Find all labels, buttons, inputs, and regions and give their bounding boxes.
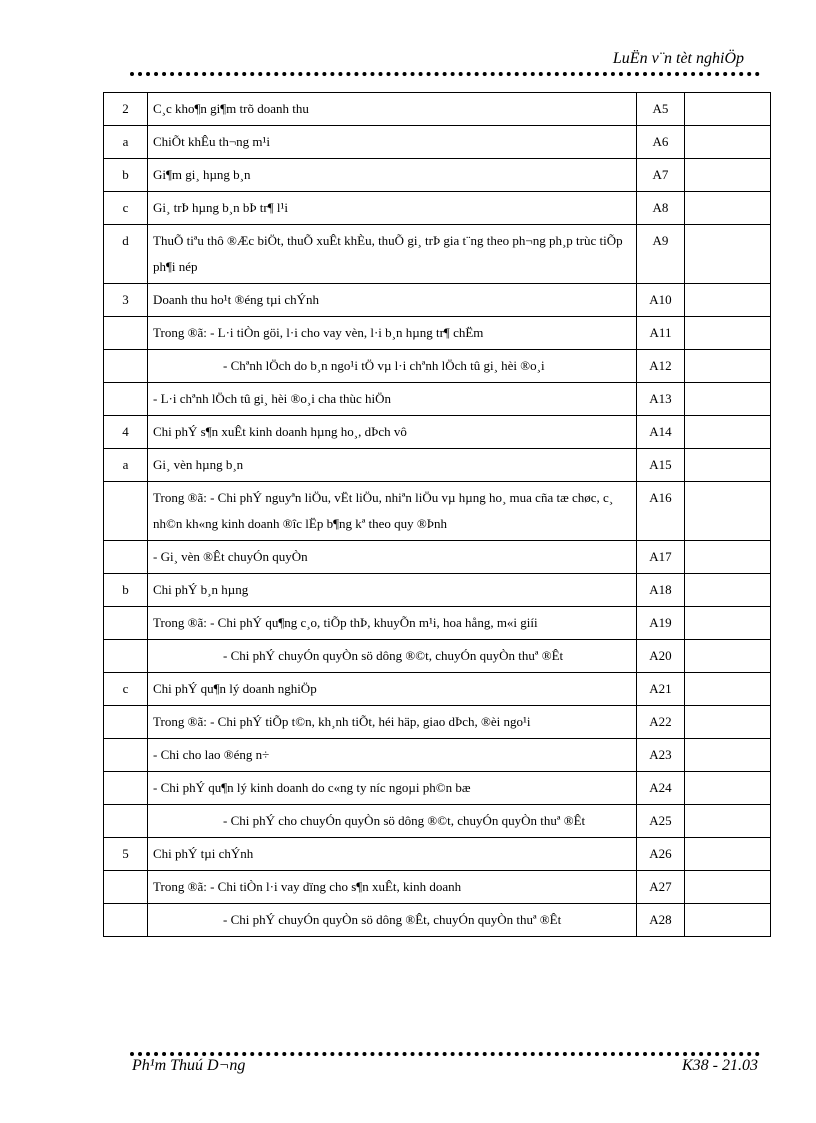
page-header-title: LuËn v¨n tèt nghiÖp: [612, 50, 744, 67]
row-text: - Chªnh lÖch do b¸n ngo¹i tÖ vµ l·i chªnh lÖch tû gi¸ hèi ®o¸i: [148, 350, 637, 383]
row-number: [104, 871, 148, 904]
row-text: - L·i chªnh lÖch tû gi¸ hèi ®o¸i cha thùc hiÖn: [148, 383, 637, 416]
row-text: - Chi phÝ qu¶n lý kinh doanh do c«ng ty níc ngoµi ph©n bæ: [148, 772, 637, 805]
table-row: [104, 871, 771, 904]
row-number: [104, 706, 148, 739]
row-code: A19: [637, 607, 685, 640]
row-value: [685, 192, 771, 225]
row-text: - Chi cho lao ®éng n÷: [148, 739, 637, 772]
row-text: Chi phÝ s¶n xuÊt kinh doanh hµng ho¸, dÞch vô: [148, 416, 637, 449]
row-code: A7: [637, 159, 685, 192]
row-number: [104, 383, 148, 416]
row-text: Trong ®ã: - Chi tiÒn l·i vay dïng cho s¶n xuÊt, kinh doanh: [148, 871, 637, 904]
row-value: [685, 449, 771, 482]
row-number: 2: [104, 93, 148, 126]
row-value: [685, 482, 771, 541]
row-number: a: [104, 126, 148, 159]
row-text: Gi¸ trÞ hµng b¸n bÞ tr¶ l¹i: [148, 192, 637, 225]
row-number: [104, 805, 148, 838]
row-number: d: [104, 225, 148, 284]
table-row: [104, 284, 771, 317]
report-table: [103, 92, 771, 937]
row-value: [685, 607, 771, 640]
row-text: Chi phÝ b¸n hµng: [148, 574, 637, 607]
row-code: A6: [637, 126, 685, 159]
row-code: A25: [637, 805, 685, 838]
row-code: A12: [637, 350, 685, 383]
row-text: - Chi phÝ cho chuyÓn quyÒn sö dông ®©t, chuyÓn quyÒn thuª ®Êt: [148, 805, 637, 838]
row-value: [685, 383, 771, 416]
row-number: c: [104, 192, 148, 225]
row-code: A15: [637, 449, 685, 482]
row-value: [685, 739, 771, 772]
row-text: ThuÕ tiªu thô ®Æc biÖt, thuÕ xuÊt khÈu, thuÕ gi¸ trÞ gia t¨ng theo ph¬ng ph¸p trùc tiÕp ph¶i nép: [148, 225, 637, 284]
row-code: A28: [637, 904, 685, 937]
table-row: [104, 541, 771, 574]
table-row: [104, 838, 771, 871]
table-row: [104, 416, 771, 449]
row-text: Trong ®ã: - Chi phÝ qu¶ng c¸o, tiÕp thÞ, khuyÕn m¹i, hoa hång, m«i giíi: [148, 607, 637, 640]
table-row: [104, 772, 771, 805]
table-row: [104, 805, 771, 838]
row-code: A9: [637, 225, 685, 284]
row-number: 4: [104, 416, 148, 449]
row-value: [685, 871, 771, 904]
footer-dotted-rule: [130, 1052, 760, 1056]
row-text: C¸c kho¶n gi¶m trõ doanh thu: [148, 93, 637, 126]
row-number: [104, 607, 148, 640]
row-value: [685, 416, 771, 449]
row-text: ChiÕt khÊu th¬ng m¹i: [148, 126, 637, 159]
row-code: A14: [637, 416, 685, 449]
row-code: A24: [637, 772, 685, 805]
row-value: [685, 284, 771, 317]
row-code: A23: [637, 739, 685, 772]
table-row: [104, 317, 771, 350]
table-row: [104, 225, 771, 284]
footer-author: Ph¹m Thuú D¬ng: [132, 1057, 246, 1074]
row-number: [104, 541, 148, 574]
row-number: b: [104, 159, 148, 192]
row-number: [104, 772, 148, 805]
row-code: A10: [637, 284, 685, 317]
row-number: c: [104, 673, 148, 706]
row-code: A5: [637, 93, 685, 126]
row-text: Doanh thu ho¹t ®éng tµi chÝnh: [148, 284, 637, 317]
row-code: A13: [637, 383, 685, 416]
row-value: [685, 706, 771, 739]
row-value: [685, 904, 771, 937]
footer-class-code: K38 - 21.03: [682, 1057, 758, 1074]
row-value: [685, 93, 771, 126]
row-text: Gi¶m gi¸ hµng b¸n: [148, 159, 637, 192]
row-text: - Chi phÝ chuyÓn quyÒn sö dông ®Êt, chuyÓn quyÒn thuª ®Êt: [148, 904, 637, 937]
row-value: [685, 159, 771, 192]
row-text: Trong ®ã: - Chi phÝ tiÕp t©n, kh¸nh tiÕt, héi häp, giao dÞch, ®èi ngo¹i: [148, 706, 637, 739]
table-row: [104, 640, 771, 673]
row-number: b: [104, 574, 148, 607]
row-number: [104, 317, 148, 350]
row-number: [104, 739, 148, 772]
row-text: - Chi phÝ chuyÓn quyÒn sö dông ®©t, chuyÓn quyÒn thuª ®Êt: [148, 640, 637, 673]
row-value: [685, 805, 771, 838]
table-row: [104, 383, 771, 416]
row-value: [685, 772, 771, 805]
row-text: Chi phÝ qu¶n lý doanh nghiÖp: [148, 673, 637, 706]
header-dotted-rule: [130, 72, 760, 76]
table-row: [104, 449, 771, 482]
table-row: [104, 159, 771, 192]
row-value: [685, 838, 771, 871]
row-number: [104, 640, 148, 673]
row-code: A21: [637, 673, 685, 706]
row-number: 3: [104, 284, 148, 317]
table-row: [104, 739, 771, 772]
table-row: [104, 607, 771, 640]
row-text: Trong ®ã: - L·i tiÒn göi, l·i cho vay vèn, l·i b¸n hµng tr¶ chËm: [148, 317, 637, 350]
table-row: [104, 93, 771, 126]
row-value: [685, 640, 771, 673]
row-value: [685, 673, 771, 706]
row-number: [104, 350, 148, 383]
row-number: [104, 482, 148, 541]
table-row: [104, 350, 771, 383]
row-code: A18: [637, 574, 685, 607]
row-code: A8: [637, 192, 685, 225]
row-value: [685, 317, 771, 350]
table-row: [104, 574, 771, 607]
row-code: A11: [637, 317, 685, 350]
table-row: [104, 706, 771, 739]
row-number: 5: [104, 838, 148, 871]
row-code: A16: [637, 482, 685, 541]
table-row: [104, 904, 771, 937]
row-code: A20: [637, 640, 685, 673]
row-value: [685, 225, 771, 284]
row-code: A22: [637, 706, 685, 739]
row-number: [104, 904, 148, 937]
row-value: [685, 541, 771, 574]
row-text: Chi phÝ tµi chÝnh: [148, 838, 637, 871]
row-value: [685, 350, 771, 383]
row-code: A26: [637, 838, 685, 871]
report-table-body: [104, 93, 771, 937]
row-code: A27: [637, 871, 685, 904]
table-row: [104, 126, 771, 159]
table-row: [104, 673, 771, 706]
row-code: A17: [637, 541, 685, 574]
table-row: [104, 192, 771, 225]
row-text: Gi¸ vèn hµng b¸n: [148, 449, 637, 482]
row-text: - Gi¸ vèn ®Êt chuyÓn quyÒn: [148, 541, 637, 574]
row-number: a: [104, 449, 148, 482]
row-value: [685, 574, 771, 607]
row-value: [685, 126, 771, 159]
table-row: [104, 482, 771, 541]
row-text: Trong ®ã: - Chi phÝ nguyªn liÖu, vËt liÖu, nhiªn liÖu vµ hµng ho¸ mua cña tæ chøc, c¸ nh©n kh«ng kinh doanh ®îc lËp b¶ng kª theo quy ®Þnh: [148, 482, 637, 541]
